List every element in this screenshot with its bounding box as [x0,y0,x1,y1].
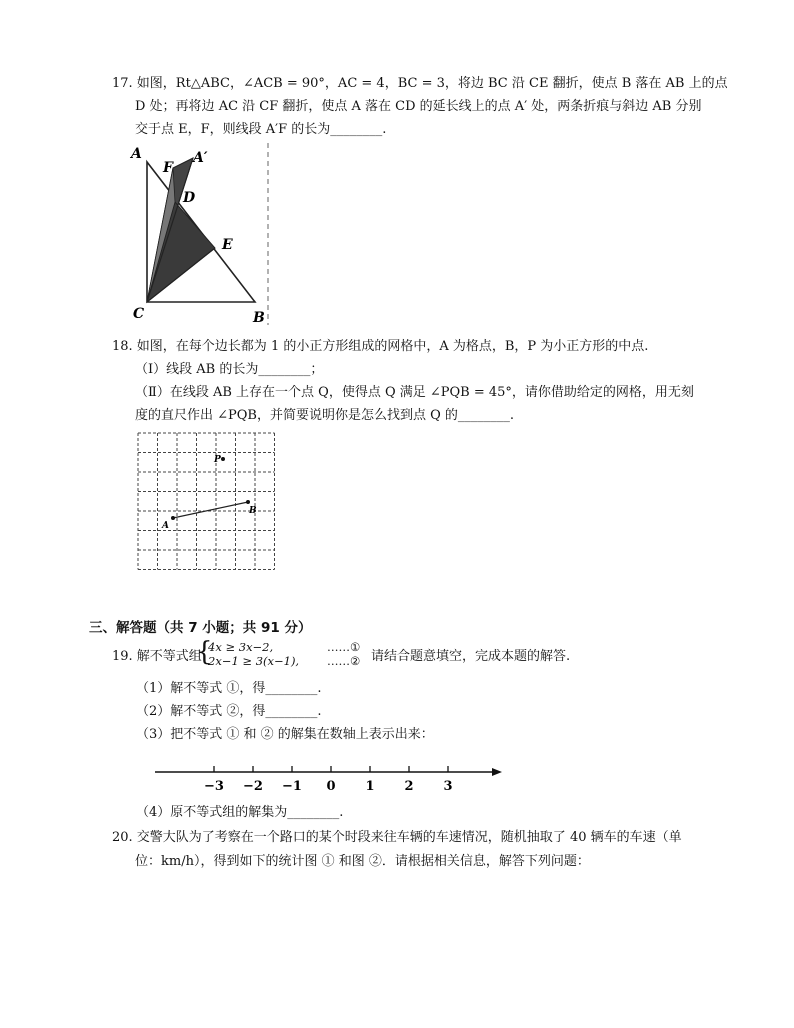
q19-number-line [150,750,510,800]
q18-label-a: A [162,521,169,531]
number-line-label: 3 [443,779,453,794]
q17-line-3: 交于点 E，F，则线段 A′F 的长为________. [135,122,387,137]
q18-label-b: B [249,506,257,516]
q18-grid-figure [135,430,280,575]
q19-brace: { [196,637,213,667]
q19-part-1: （1）解不等式 ①，得________. [136,681,322,696]
number-line-label: −3 [204,779,224,794]
number-line-label: 1 [365,779,375,794]
q17-label-e: E [222,237,233,253]
number-line-label: 2 [404,779,414,794]
q19-eq-2: 2x−1 ≥ 3(x−1), [208,654,300,668]
q20-line-1: 20. 交警大队为了考察在一个路口的某个时段来往车辆的车速情况，随机抽取了 40 辆车的车速（单 [112,830,682,845]
q19-mark-1: ……① [327,640,361,654]
q17-label-b: B [253,310,265,326]
q18-segment-ab [173,502,248,518]
q18-label-p: P [214,455,221,465]
q17-label-d: D [183,190,196,206]
q19-part-2: （2）解不等式 ②，得________. [136,704,322,719]
q17-label-f: F [163,160,173,176]
q18-point-b [246,500,250,504]
number-line-label: −2 [243,779,263,794]
q19-part-3: （3）把不等式 ① 和 ② 的解集在数轴上表示出来： [136,727,434,742]
q17-label-a-prime: A′ [193,150,208,166]
q18-line-2: （Ⅰ）线段 AB 的长为________； [135,362,324,377]
q18-line-1: 18. 如图，在每个边长都为 1 的小正方形组成的网格中，A 为格点，B，P 为小正方形的中点. [112,339,649,354]
q19-part-4: （4）原不等式组的解集为________. [136,805,344,820]
q20-line-2: 位：km/h），得到如下的统计图 ① 和图 ②．请根据相关信息，解答下列问题： [135,854,590,869]
q18-line-4: 度的直尺作出 ∠PQB，并简要说明你是怎么找到点 Q 的________. [135,408,515,423]
q17-label-a: A [131,146,142,162]
q19-eq-1: 4x ≥ 3x−2, [208,640,274,654]
q19-suffix: 请结合题意填空，完成本题的解答. [371,649,571,664]
q18-line-3: （Ⅱ）在线段 AB 上存在一个点 Q，使得点 Q 满足 ∠PQB = 45°，请你借助给定的网格，用无刻 [135,385,694,400]
q17-line-2: D 处；再将边 AC 沿 CF 翻折，使点 A 落在 CD 的延长线上的点 A′ 处，两条折痕与斜边 AB 分别 [135,99,702,114]
section-3-heading: 三、解答题（共 7 小题；共 91 分） [89,620,312,636]
q19-mark-2: ……② [327,654,361,668]
q18-point-a [171,516,175,520]
number-line-label: 0 [326,779,336,794]
q17-label-c: C [133,306,145,322]
number-line-label: −1 [282,779,302,794]
q17-figure [125,140,275,330]
q18-grid [138,433,275,570]
q17-line-1: 17. 如图，Rt△ABC，∠ACB = 90°，AC = 4，BC = 3，将边 BC 沿 CE 翻折，使点 B 落在 AB 上的点 [112,76,728,91]
number-line-ticks [204,766,453,794]
number-line-arrow [492,768,502,776]
q19-prefix: 19. 解不等式组 [112,649,202,664]
q18-point-p [221,457,225,461]
